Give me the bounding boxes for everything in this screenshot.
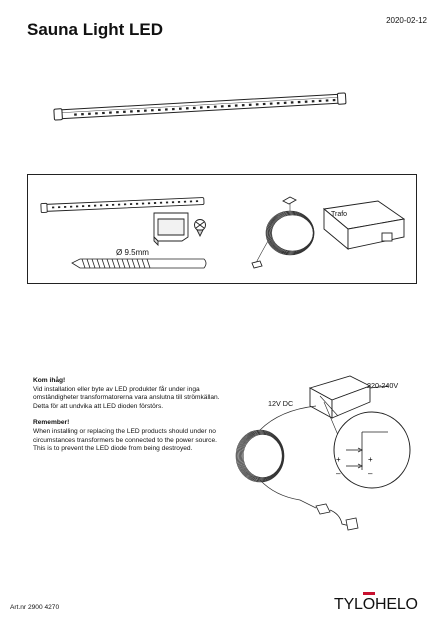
polarity-plus-left: + (336, 455, 341, 464)
connector-plug-icon (316, 504, 358, 530)
mounting-bracket-icon (154, 213, 188, 245)
parts-contents-box (27, 174, 417, 284)
note-heading-sv: Kom ihåg! (33, 377, 66, 384)
cable-connector-icon (252, 261, 262, 268)
screw-diameter-label: Ø 9.5mm (116, 248, 149, 257)
transformer-icon (324, 201, 404, 249)
note-heading-en: Remember! (33, 419, 70, 427)
tylohelo-logo (334, 596, 418, 614)
led-strip-small (41, 196, 204, 212)
long-screw-icon (72, 259, 206, 268)
parts-illustration (28, 175, 418, 285)
note-text-sv: Vid installation eller byte av LED produkter får under inga omständigheter transformatorerna vara anslutna till strömkällan. Detta för att undvika att LED dioden förstörs. (33, 385, 220, 410)
page-title: Sauna Light LED (27, 20, 163, 39)
polarity-minus-left: – (336, 469, 341, 478)
trafo-label: Trafo (331, 211, 348, 218)
cable-coil-icon (256, 201, 314, 263)
document-date: 2020-02-12 (386, 16, 427, 25)
transformer-wiring-icon (310, 376, 370, 418)
logo-text-1: TYL (334, 596, 363, 613)
installation-notes (33, 377, 223, 462)
mains-voltage-label: 220-240V (367, 381, 399, 390)
cable-coil-wiring-icon (236, 430, 284, 482)
note-text-en: When installing or replacing the LED products should under no circumstances transformers be connected to the power source. This is to prevent the LED diode from being destroyed. (33, 427, 217, 453)
polarity-minus-right: – (368, 469, 373, 478)
logo-text-2: HELO (375, 596, 418, 613)
polarity-plus-right: + (368, 455, 373, 464)
dc-voltage-label: 12V DC (268, 399, 294, 408)
screw-head-icon (195, 220, 206, 237)
article-number: Art.nr 2900 4270 (10, 604, 60, 611)
wiring-diagram (220, 370, 435, 545)
logo-accent-bar (363, 592, 375, 595)
logo-text-o: O (362, 596, 375, 613)
led-strip-illustration (50, 88, 350, 128)
